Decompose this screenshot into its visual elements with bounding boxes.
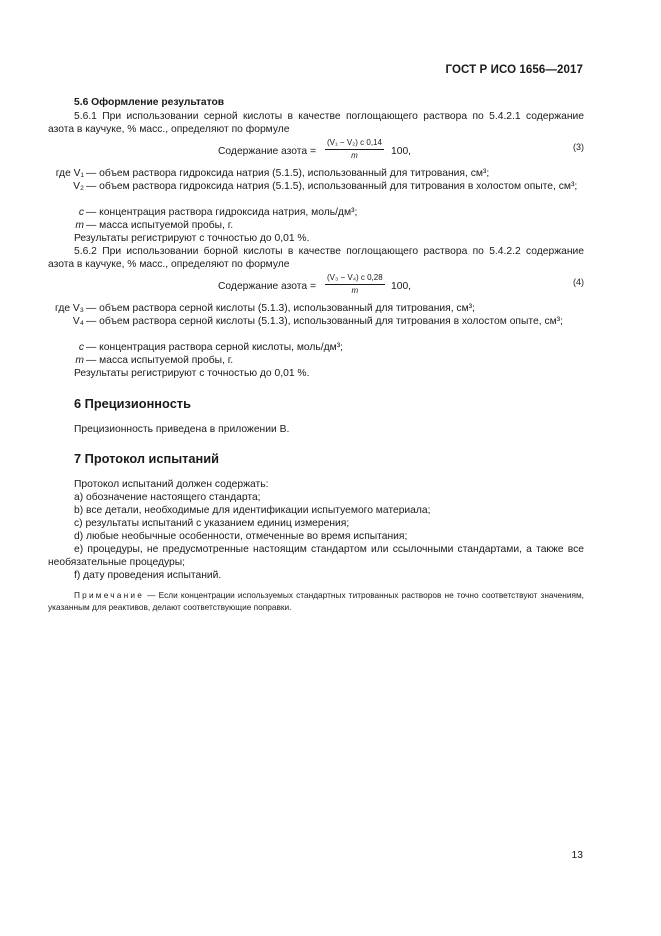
- formula-numerator: (V₃ − V₄) c 0,28: [325, 273, 385, 285]
- formula-tail: 100,: [391, 281, 412, 292]
- definition-text: — объем раствора гидроксида натрия (5.1.5), использованный для титрования в холостом опыте, см³;: [86, 181, 578, 192]
- formula-fraction: [325, 273, 385, 296]
- definition-item: [48, 206, 584, 219]
- formula-numerator: (V₁ − V₂) c 0,14: [325, 138, 384, 150]
- definition-item: [48, 315, 584, 341]
- paragraph-5-6-1: 5.6.1 При использовании серной кислоты в качестве поглощающего раствора по 5.4.2.1 содержание азота в каучуке, % масс., определяют по формуле: [48, 111, 584, 135]
- result-precision-note: Результаты регистрируют с точностью до 0,01 %.: [74, 233, 310, 244]
- definition-text: — масса испытуемой пробы, г.: [86, 220, 234, 231]
- formula-4: [48, 273, 584, 301]
- formula-fraction: [325, 138, 384, 161]
- section-5-6: [48, 96, 584, 380]
- definition-text: — концентрация раствора гидроксида натрия, моль/дм³;: [86, 207, 358, 218]
- list-item: d) любые необычные особенности, отмеченные во время испытания;: [74, 531, 408, 542]
- definition-item: [48, 180, 584, 206]
- page-number: 13: [571, 850, 583, 861]
- formula-denominator: m: [351, 286, 359, 295]
- definition-symbol: c: [78, 342, 84, 353]
- definition-symbol: c: [78, 207, 84, 218]
- note-text: — Если концентрации используемых стандартных титрованных растворов не точно соответствуют значениям, указанным для реактивов, делают соответствующие поправки.: [48, 590, 584, 612]
- definition-item: [48, 167, 584, 180]
- result-precision-note: Результаты регистрируют с точностью до 0,01 %.: [74, 368, 310, 379]
- section-title: 7 Протокол испытаний: [74, 451, 220, 466]
- definition-text: — масса испытуемой пробы, г.: [86, 355, 234, 366]
- definition-symbol: V₄: [72, 316, 84, 327]
- equation-number: (3): [573, 142, 584, 152]
- section-6: [48, 397, 584, 436]
- section-6-text: Прецизионность приведена в приложении В.: [74, 424, 290, 435]
- section-title: 5.6 Оформление результатов: [74, 97, 225, 108]
- definition-symbol: m: [75, 220, 84, 231]
- list-item: b) все детали, необходимые для идентификации испытуемого материала;: [74, 505, 431, 516]
- list-item: f) дату проведения испытаний.: [74, 570, 222, 581]
- definition-text: — концентрация раствора серной кислоты, моль/дм³;: [86, 342, 344, 353]
- definition-item: [48, 302, 584, 315]
- note-label: Примечание: [74, 590, 145, 600]
- equation-number: (4): [573, 277, 584, 287]
- note: [48, 589, 584, 613]
- paragraph-5-6-2: 5.6.2 При использовании борной кислоты в качестве поглощающего раствора по 5.4.2.2 содержание азота в каучуке, % масс., определяют по формуле: [48, 246, 584, 270]
- formula-tail: 100,: [391, 146, 412, 157]
- definition-symbol: m: [75, 355, 84, 366]
- formula-lhs: Содержание азота =: [218, 146, 316, 157]
- list-item: c) результаты испытаний с указанием единиц измерения;: [74, 518, 350, 529]
- formula-lhs: Содержание азота =: [218, 281, 316, 292]
- definition-item: [48, 219, 584, 232]
- list-item: e) процедуры, не предусмотренные настоящим стандартом или ссылочными стандартами, а также все необязательные процедуры;: [48, 544, 584, 568]
- definition-symbol: где V₁: [55, 168, 84, 179]
- section-7-intro: Протокол испытаний должен содержать:: [74, 479, 269, 490]
- definition-symbol: где V₃: [55, 303, 84, 314]
- definition-text: — объем раствора серной кислоты (5.1.3), использованный для титрования, см³;: [86, 303, 475, 314]
- formula-denominator: m: [351, 151, 358, 160]
- definition-item: [48, 354, 584, 367]
- list-item: a) обозначение настоящего стандарта;: [74, 492, 261, 503]
- formula-3: [48, 138, 584, 166]
- section-title: 6 Прецизионность: [74, 396, 191, 411]
- document-header: ГОСТ Р ИСО 1656—2017: [445, 64, 583, 76]
- definition-item: [48, 341, 584, 354]
- section-7: [48, 452, 584, 613]
- definition-symbol: V₂: [73, 181, 84, 192]
- definition-text: — объем раствора серной кислоты (5.1.3), использованный для титрования в холостом опыте, см³;: [86, 316, 563, 327]
- definition-text: — объем раствора гидроксида натрия (5.1.5), использованный для титрования, см³;: [86, 168, 490, 179]
